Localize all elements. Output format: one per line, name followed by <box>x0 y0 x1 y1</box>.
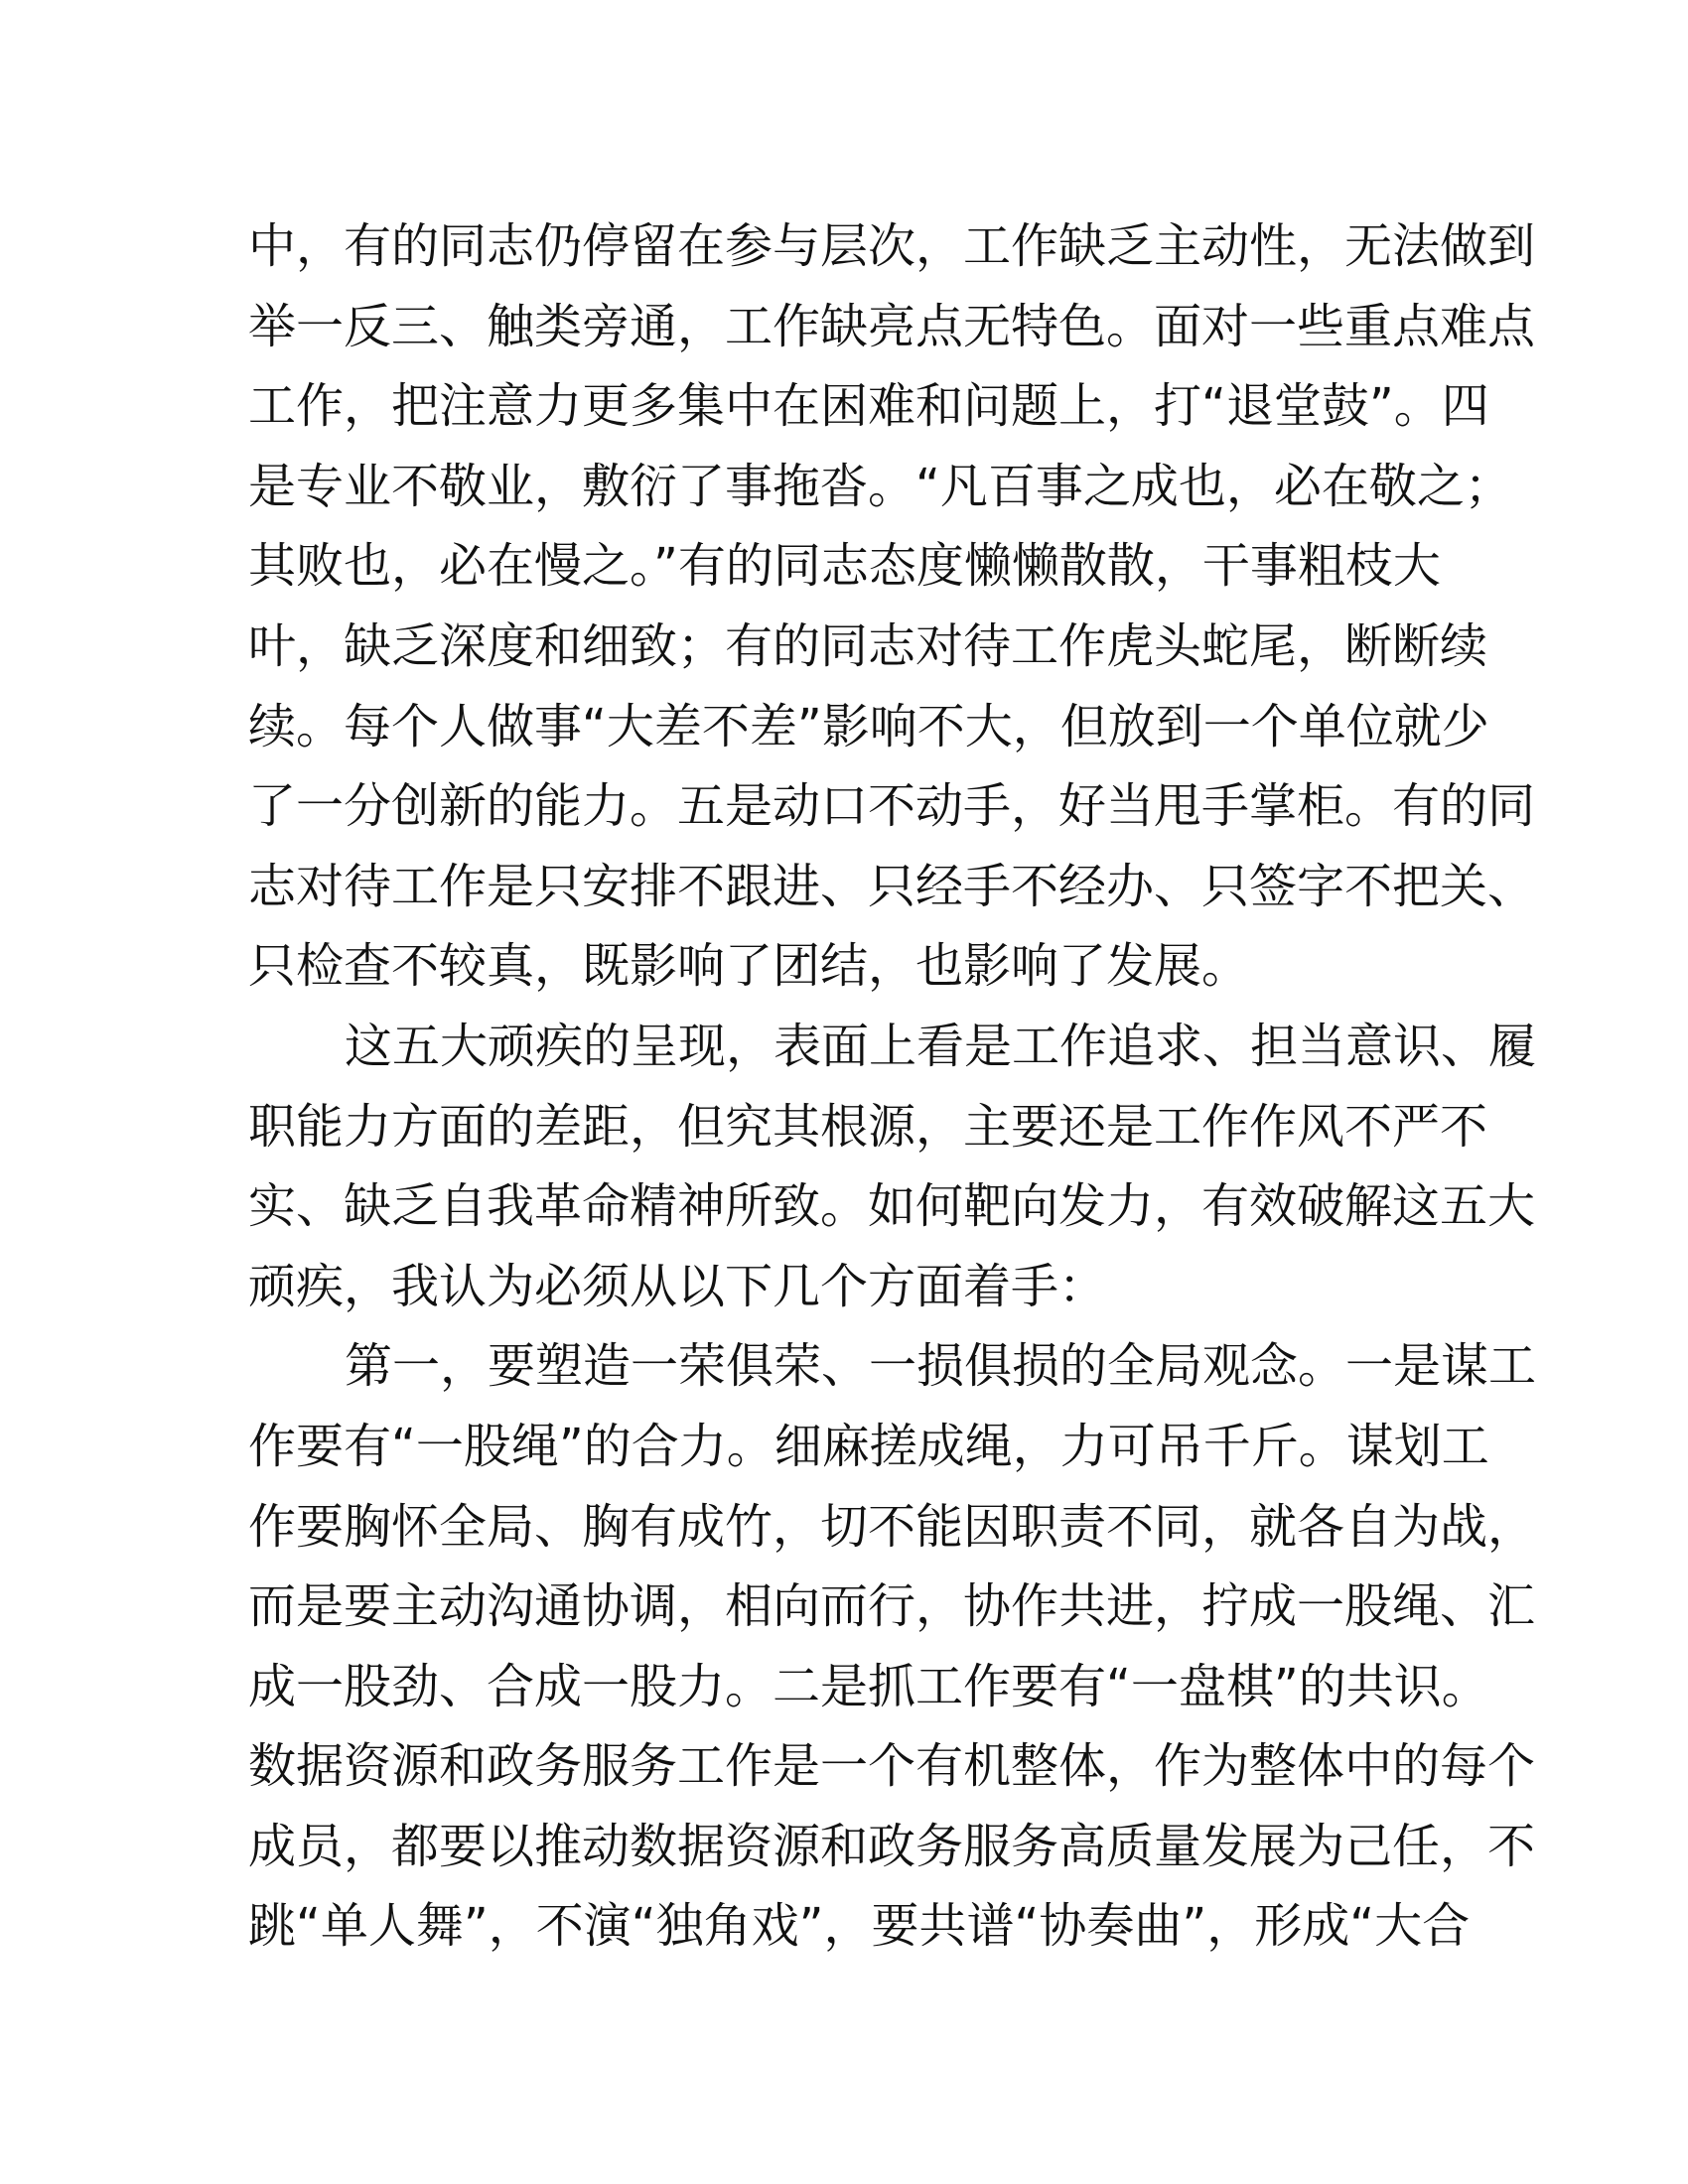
text-line: 实、缺乏自我革命精神所致。如何靶向发力，有效破解这五大 <box>248 1178 1536 1235</box>
text-line: 工作，把注意力更多集中在困难和问题上，打“退堂鼓”。四 <box>248 378 1489 435</box>
text-line: 而是要主动沟通协调，相向而行，协作共进，拧成一股绳、汇 <box>248 1578 1536 1635</box>
text-line-indented: 这五大顽疾的呈现，表面上看是工作追求、担当意识、履 <box>345 1018 1537 1074</box>
paragraph-2 <box>248 1007 1537 1326</box>
text-line: 其败也，必在慢之。”有的同志态度懒懒散散，干事粗枝大 <box>248 538 1441 595</box>
text-line: 顽疾，我认为必须从以下几个方面着手： <box>248 1258 1107 1314</box>
text-line: 作要胸怀全局、胸有成竹，切不能因职责不同，就各自为战， <box>248 1498 1536 1555</box>
text-line: 职能力方面的差距，但究其根源，主要还是工作作风不严不 <box>248 1098 1488 1155</box>
text-line-indented: 第一，要塑造一荣俱荣、一损俱损的全局观念。一是谋工 <box>345 1338 1537 1395</box>
text-line: 叶，缺乏深度和细致；有的同志对待工作虎头蛇尾，断断续 <box>248 617 1488 674</box>
text-line: 续。每个人做事“大差不差”影响不大，但放到一个单位就少 <box>248 698 1489 754</box>
text-line: 成员，都要以推动数据资源和政务服务高质量发展为己任，不 <box>248 1818 1536 1874</box>
text-line: 是专业不敬业，敷衍了事拖沓。“凡百事之成也，必在敬之； <box>248 458 1512 514</box>
text-line: 志对待工作是只安排不跟进、只经手不经办、只签字不把关、 <box>248 858 1536 914</box>
document-body <box>248 206 1537 1967</box>
paragraph-1 <box>248 206 1536 1007</box>
text-line: 中，有的同志仍停留在参与层次，工作缺乏主动性，无法做到 <box>248 218 1536 274</box>
text-line: 了一分创新的能力。五是动口不动手，好当甩手掌柜。有的同 <box>248 778 1536 835</box>
text-line: 数据资源和政务服务工作是一个有机整体，作为整体中的每个 <box>248 1738 1536 1795</box>
text-line: 成一股劲、合成一股力。二是抓工作要有“一盘棋”的共识。 <box>248 1658 1489 1714</box>
text-line: 举一反三、触类旁通，工作缺亮点无特色。面对一些重点难点 <box>248 298 1536 354</box>
paragraph-3 <box>248 1326 1537 1967</box>
text-line: 跳“单人舞”，不演“独角戏”，要共谱“协奏曲”，形成“大合 <box>248 1898 1471 1955</box>
text-line: 作要有“一股绳”的合力。细麻搓成绳，力可吊千斤。谋划工 <box>248 1418 1489 1474</box>
text-line: 只检查不较真，既影响了团结，也影响了发展。 <box>248 938 1250 995</box>
